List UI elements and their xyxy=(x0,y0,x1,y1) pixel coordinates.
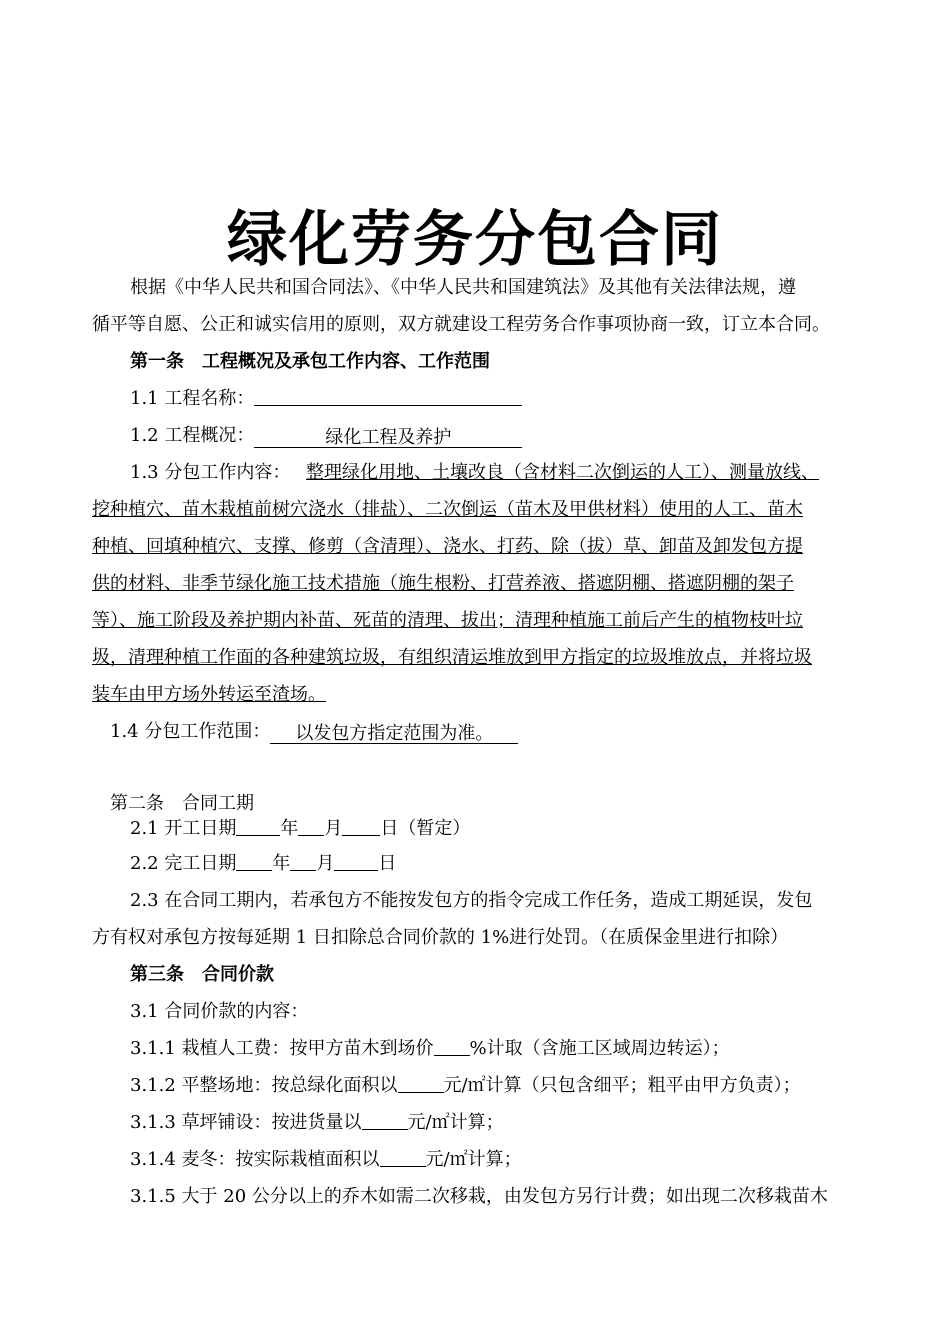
item-1-4-label: 1.4 分包工作范围： xyxy=(110,721,271,742)
end-month-blank xyxy=(290,852,316,871)
project-name-blank xyxy=(254,387,522,406)
project-overview-value: 绿化工程及养护 xyxy=(254,429,522,448)
item-1-3-line-2: 挖种植穴、苗木栽植前树穴浇水（排盐）、二次倒运（苗木及甲供材料）使用的人工、苗木 xyxy=(92,499,803,520)
start-year-blank xyxy=(236,817,280,836)
item-1-1-label: 1.1 工程名称： xyxy=(130,388,255,409)
item-2-2-label: 2.2 完工日期 xyxy=(130,853,237,874)
item-3-1-4 xyxy=(130,1147,522,1173)
ophiopogon-price-blank xyxy=(380,1148,426,1167)
item-3-1-3-suffix: 元/㎡计算； xyxy=(407,1112,504,1133)
article-1-heading: 第一条 工程概况及承包工作内容、工作范围 xyxy=(130,351,490,372)
item-1-4 xyxy=(110,719,518,745)
intro-line-2: 循平等自愿、公正和诚实信用的原则，双方就建设工程劳务合作事项协商一致，订立本合同。 xyxy=(92,314,830,335)
end-day-blank xyxy=(334,852,378,871)
article-2-heading: 第二条 合同工期 xyxy=(110,793,254,814)
item-3-1-2 xyxy=(130,1073,801,1099)
item-1-3-line-1: 整理绿化用地、土壤改良（含材料二次倒运的人工）、测量放线、 xyxy=(306,462,819,483)
month-label: 月 xyxy=(316,853,335,874)
document-title: 绿化劳务分包合同 xyxy=(227,205,723,275)
item-3-1-3-text: 3.1.3 草坪铺设：按进货量以 xyxy=(130,1112,362,1133)
work-scope-value: 以发包方指定范围为准。 xyxy=(270,725,518,744)
item-2-3-line-1: 2.3 在合同工期内，若承包方不能按发包方的指令完成工作任务，造成工期延误，发包 xyxy=(130,890,813,911)
item-3-1-1-suffix: %计取（含施工区域周边转运）； xyxy=(469,1038,730,1059)
year-label: 年 xyxy=(272,853,291,874)
planting-rate-blank xyxy=(434,1037,470,1056)
item-2-1-suffix: 日（暂定） xyxy=(380,818,471,839)
item-3-1-2-text: 3.1.2 平整场地：按总绿化面积以 xyxy=(130,1075,398,1096)
item-3-1: 3.1 合同价款的内容： xyxy=(130,1001,309,1022)
item-3-1-3 xyxy=(130,1110,504,1136)
item-3-1-4-suffix: 元/㎡计算； xyxy=(425,1149,522,1170)
item-2-1-label: 2.1 开工日期 xyxy=(130,818,237,839)
item-3-1-4-text: 3.1.4 麦冬：按实际栽植面积以 xyxy=(130,1149,380,1170)
item-2-2-suffix: 日 xyxy=(378,853,397,874)
start-month-blank xyxy=(298,817,324,836)
end-year-blank xyxy=(236,852,272,871)
item-3-1-1 xyxy=(130,1036,730,1062)
item-1-3-label: 1.3 分包工作内容： xyxy=(130,462,291,483)
item-1-3-line-6: 圾，清理种植工作面的各种建筑垃圾，有组织清运堆放到甲方指定的垃圾堆放点，并将垃圾 xyxy=(92,647,812,668)
leveling-price-blank xyxy=(398,1074,444,1093)
item-1-2 xyxy=(130,423,522,449)
item-1-2-label: 1.2 工程概况： xyxy=(130,425,255,446)
item-1-1 xyxy=(130,386,522,412)
item-1-3-line-3: 种植、回填种植穴、支撑、修剪（含清理）、浇水、打药、除（拔）草、卸苗及卸发包方提 xyxy=(92,536,803,557)
lawn-price-blank xyxy=(362,1111,408,1130)
item-3-1-2-suffix: 元/㎡计算（只包含细平；粗平由甲方负责）； xyxy=(443,1075,801,1096)
item-1-3-line-7: 装车由甲方场外转运至渣场。 xyxy=(92,684,326,705)
intro-line-1: 根据《中华人民共和国合同法》、《中华人民共和国建筑法》及其他有关法律法规，遵 xyxy=(130,277,796,298)
item-2-2 xyxy=(130,851,396,877)
item-3-1-5: 3.1.5 大于 20 公分以上的乔木如需二次移栽，由发包方另行计费；如出现二次移栽苗木 xyxy=(130,1186,828,1207)
item-1-3-line-5: 等）、施工阶段及养护期内补苗、死苗的清理、拔出；清理种植施工前后产生的植物枝叶垃 xyxy=(92,610,803,631)
start-day-blank xyxy=(342,817,380,836)
year-label: 年 xyxy=(280,818,299,839)
item-2-1 xyxy=(130,816,470,842)
article-3-heading: 第三条 合同价款 xyxy=(130,964,274,985)
item-3-1-1-text: 3.1.1 栽植人工费：按甲方苗木到场价 xyxy=(130,1038,434,1059)
month-label: 月 xyxy=(324,818,343,839)
item-2-3-line-2: 方有权对承包方按每延期 1 日扣除总合同价款的 1%进行处罚。（在质保金里进行扣除） xyxy=(92,927,789,948)
item-1-3-line-4: 供的材料、非季节绿化施工技术措施（施生根粉、打营养液、搭遮阴棚、搭遮阴棚的架子 xyxy=(92,573,794,594)
